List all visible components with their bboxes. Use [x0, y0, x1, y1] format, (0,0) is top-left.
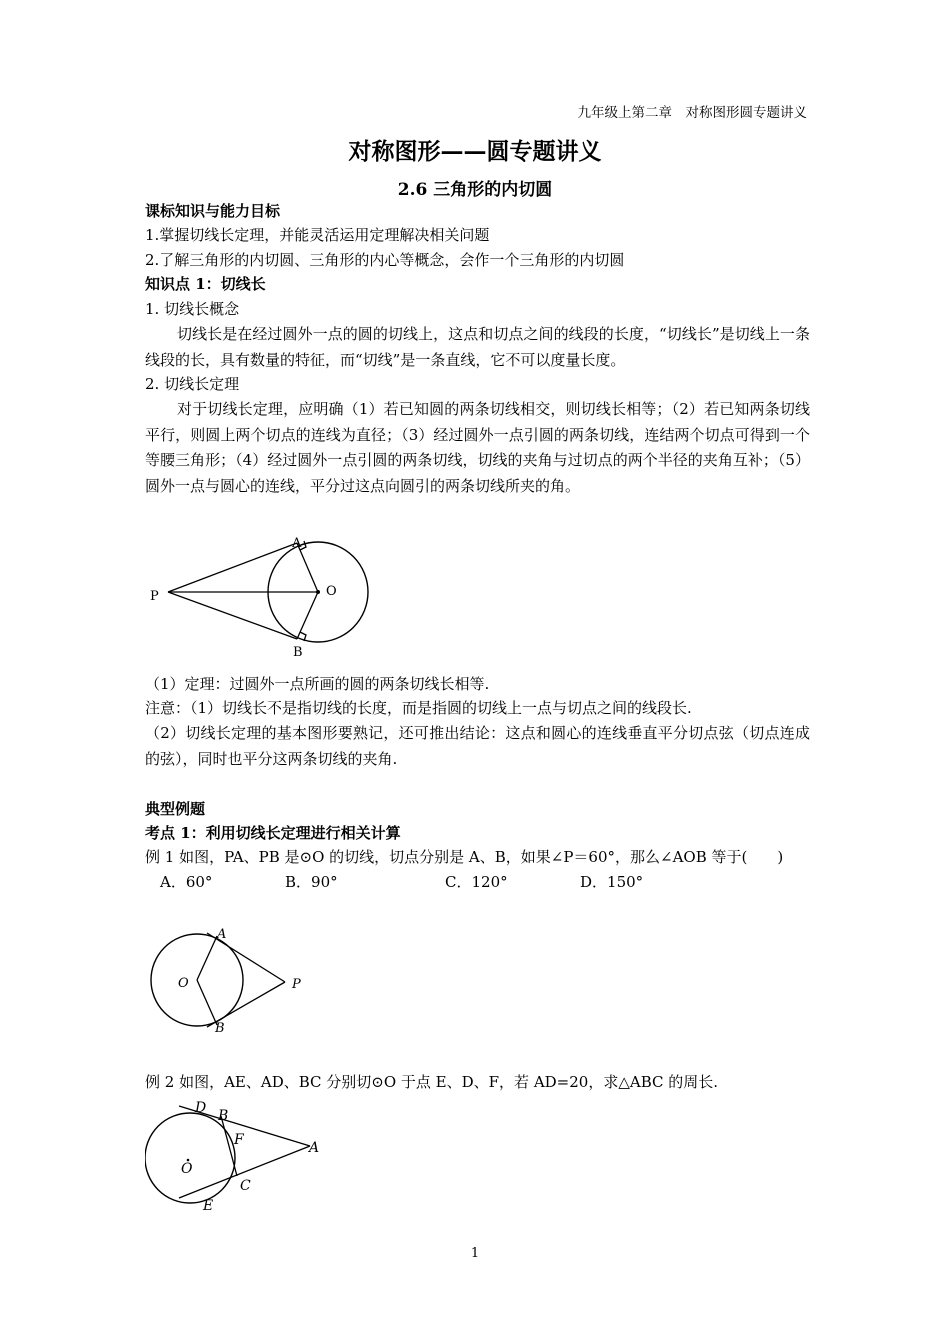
example-1-figure: [145, 922, 315, 1037]
kp1-heading: 知识点 1：切线长: [145, 275, 266, 293]
running-header: 九年级上第二章 对称图形圆专题讲义: [577, 105, 807, 121]
kp1-theorem-title: 2. 切线长定理: [145, 375, 240, 393]
example-1-option-d: D．150°: [580, 873, 644, 891]
kp1-theorem-text: 对于切线长定理，应明确（1）若已知圆的两条切线相交，则切线长相等；（2）若已知两条切线平行，则圆上两个切点的连线为直径；（3）经过圆外一点引圆的两条切线，连结两个切点可得到一个等腰三角形；（4）经过圆外一点引圆的两条切线，切线的夹角与过切点的两个半径的夹角互补；（5）圆外一点与圆心的连线，平分过这点向圆引的两条切线所夹的角。: [145, 400, 810, 495]
fig2-label-o: O: [178, 976, 189, 991]
example-1-option-b: B．90°: [285, 873, 338, 891]
fig3-label-b: B: [218, 1108, 229, 1124]
fig1-label-a: A: [292, 536, 302, 551]
goal-item-1: 1.掌握切线长定理，并能灵活运用定理解决相关问题: [145, 226, 490, 244]
examples-heading: 典型例题: [145, 800, 206, 818]
example-2-question: 例 2 如图，AE、AD、BC 分别切⊙O 于点 E、D、F，若 AD=20，求△ABC 的周长.: [145, 1073, 719, 1091]
fig3-label-d: D: [195, 1100, 207, 1116]
section-title: 2.6 三角形的内切圆: [397, 180, 553, 200]
fig3-label-f: F: [234, 1132, 244, 1148]
fig3-label-o: O: [181, 1161, 193, 1177]
fig1-label-p: P: [150, 589, 159, 604]
example-1-question: 例 1 如图，PA、PB 是⊙O 的切线，切点分别是 A、B，如果∠P＝60°，那么∠AOB 等于( ): [145, 848, 784, 866]
tangent-length-figure: [140, 522, 380, 662]
kaodian-1-heading: 考点 1：利用切线长定理进行相关计算: [145, 824, 401, 842]
page-number: 1: [470, 1246, 480, 1261]
goals-heading: 课标知识与能力目标: [145, 202, 281, 220]
kp1-concept-text: 切线长是在经过圆外一点的圆的切线上，这点和切点之间的线段的长度，“切线长”是切线上一条线段的长，具有数量的特征，而“切线”是一条直线，它不可以度量长度。: [145, 325, 810, 369]
kp1-concept-title: 1. 切线长概念: [145, 300, 240, 318]
note-2: （2）切线长定理的基本图形要熟记，还可推出结论：这点和圆心的连线垂直平分切点弦（切点连成的弦），同时也平分这两条切线的夹角.: [145, 724, 810, 768]
example-1-option-c: C．120°: [445, 873, 508, 891]
fig2-label-b: B: [215, 1021, 225, 1036]
note-1: 注意：（1）切线长不是指切线的长度，而是指圆的切线上一点与切点之间的线段长.: [145, 699, 692, 717]
fig1-label-b: B: [293, 645, 303, 660]
page-title: 对称图形——圆专题讲义: [348, 138, 602, 165]
fig2-label-a: A: [217, 927, 227, 942]
example-2-figure: [145, 1098, 325, 1218]
example-1-option-a: A．60°: [160, 873, 213, 891]
fig1-label-o: O: [326, 584, 337, 599]
fig3-label-e: E: [203, 1198, 214, 1214]
fig3-label-c: C: [240, 1178, 251, 1194]
goal-item-2: 2.了解三角形的内切圆、三角形的内心等概念，会作一个三角形的内切圆: [145, 251, 625, 269]
fig3-label-a: A: [309, 1140, 320, 1156]
theorem-statement: （1）定理：过圆外一点所画的圆的两条切线长相等.: [145, 675, 490, 693]
fig2-label-p: P: [292, 977, 301, 992]
